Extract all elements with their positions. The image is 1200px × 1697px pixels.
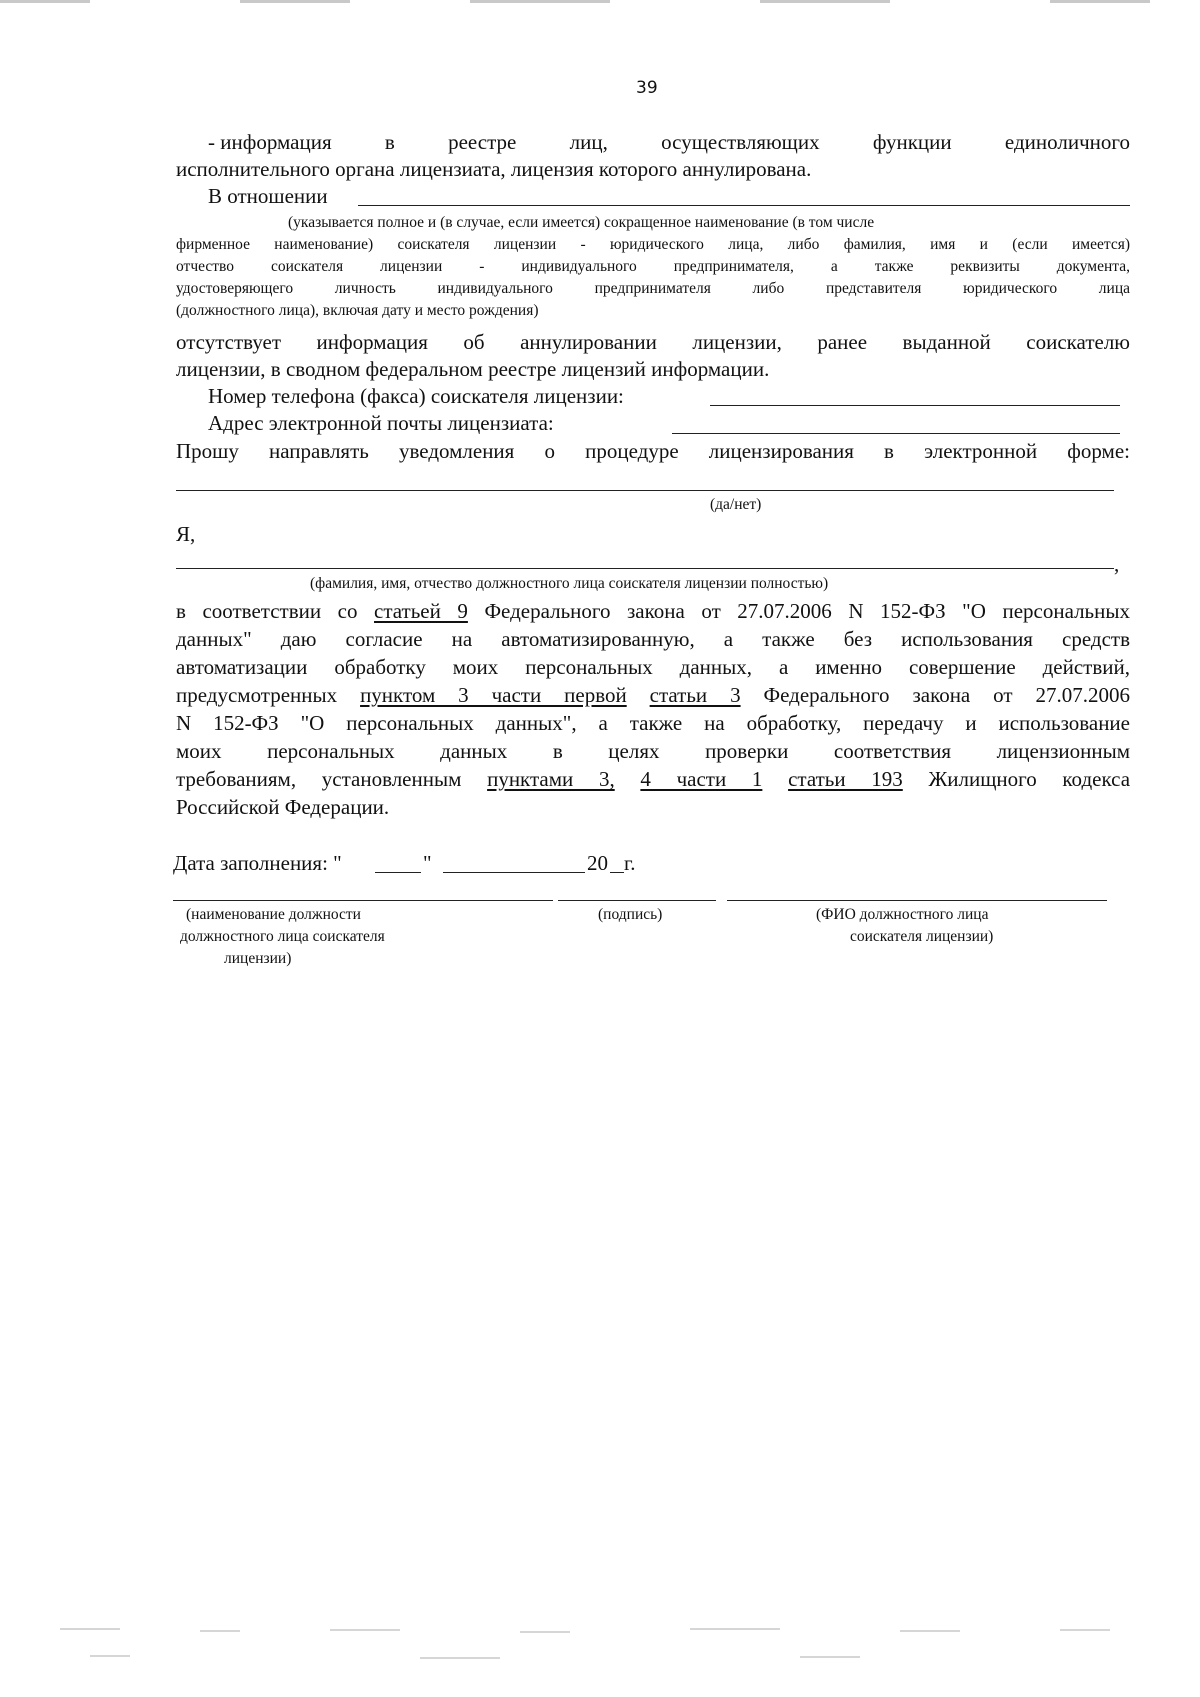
position-hint: (наименование должности [186, 906, 361, 923]
phone-label: Номер телефона (факса) соискателя лицензии: [208, 384, 624, 408]
paragraph-1-line-2: исполнительного органа лицензиата, лицензия которого аннулирована. [176, 157, 812, 181]
notify-hint: (да/нет) [710, 496, 762, 513]
consent-line-2: данных" даю согласие на автоматизированную, а также без использования средств [176, 627, 1130, 651]
regarding-hint-line: (указывается полное и (в случае, если имеется) сокращенное наименование (в том числе [288, 214, 875, 231]
word: лиц, [569, 130, 608, 154]
date-day-fill[interactable] [375, 872, 421, 873]
date-year: 20 [587, 851, 608, 875]
consent-line-4: предусмотренных пунктом 3 части первой статьи 3 Федерального закона от 27.07.2006 [176, 683, 1130, 707]
date-year-fill[interactable] [610, 872, 624, 873]
law-article-link[interactable]: статьей 9 [374, 599, 468, 623]
signature-hint: (подпись) [598, 906, 663, 923]
paragraph-2-line-2: лицензии, в сводном федеральном реестре лицензий информации. [176, 357, 770, 381]
date-suffix: г. [624, 851, 636, 875]
paragraph-1-line-1 [208, 128, 1130, 156]
consent-line-6: моих персональных данных в целях проверки соответствия лицензионным [176, 739, 1130, 763]
word: - информация [208, 130, 332, 154]
fio-hint: (ФИО должностного лица [816, 906, 989, 923]
regarding-fill-line[interactable] [358, 205, 1130, 206]
phone-fill-line[interactable] [710, 405, 1120, 406]
position-hint: должностного лица соискателя [180, 928, 385, 945]
notify-fill-line[interactable] [176, 490, 1114, 491]
email-label: Адрес электронной почты лицензиата: [208, 411, 554, 435]
name-comma: , [1114, 552, 1120, 576]
regarding-hint-line: фирменное наименование) соискателя лицензии - юридического лица, либо фамилия, имя и (если имеется) [176, 236, 1130, 253]
regarding-hint-line: отчество соискателя лицензии - индивидуального предпринимателя, а также реквизиты документа, [176, 258, 1130, 275]
law-paragraph-link[interactable]: пунктами 3, [487, 767, 615, 791]
consent-line-7: требованиям, установленным пунктами 3, 4 части 1 статьи 193 Жилищного кодекса [176, 767, 1131, 791]
name-fill-line[interactable] [176, 568, 1114, 569]
signature-fill-line[interactable] [558, 900, 716, 901]
fio-fill-line[interactable] [727, 900, 1107, 901]
consent-line-3: автоматизации обработку моих персональных данных, а именно совершение действий, [176, 655, 1130, 679]
regarding-hint-line: удостоверяющего личность индивидуального предпринимателя либо представителя юридического лица [176, 280, 1130, 297]
law-article-link[interactable]: статьи 3 [649, 683, 741, 707]
word: единоличного [1004, 130, 1130, 154]
law-paragraph-link[interactable]: пунктом 3 части первой [360, 683, 627, 707]
consent-line-5: N 152-ФЗ "О персональных данных", а также на обработку, передачу и использование [176, 711, 1130, 735]
law-part-link[interactable]: 4 части 1 [640, 767, 763, 791]
consent-ya: Я, [176, 522, 196, 546]
word: функции [872, 130, 952, 154]
consent-line-8: Российской Федерации. [176, 795, 390, 819]
regarding-hint-line: (должностного лица), включая дату и место рождения) [176, 302, 539, 319]
email-fill-line[interactable] [672, 433, 1120, 434]
scan-artifact-top [0, 0, 1200, 8]
date-label: Дата заполнения: " [173, 851, 342, 875]
name-hint: (фамилия, имя, отчество должностного лица соискателя лицензии полностью) [310, 575, 829, 592]
law-article-link[interactable]: статьи 193 [788, 767, 903, 791]
page-number: 39 [636, 78, 658, 98]
regarding-label: В отношении [208, 184, 328, 208]
word: реестре [448, 130, 517, 154]
consent-line-1: в соответствии со статьей 9 Федерального закона от 27.07.2006 N 152-ФЗ "О персональных [176, 599, 1130, 623]
position-fill-line[interactable] [173, 900, 553, 901]
word: осуществляющих [661, 130, 820, 154]
position-hint: лицензии) [224, 950, 292, 967]
date-month-fill[interactable] [443, 872, 585, 873]
fio-hint: соискателя лицензии) [850, 928, 994, 945]
paragraph-2-line-1: отсутствует информация об аннулировании лицензии, ранее выданной соискателю [176, 330, 1130, 354]
notify-text: Прошу направлять уведомления о процедуре лицензирования в электронной форме: [176, 439, 1130, 463]
word: в [384, 130, 395, 154]
date-quote: " [423, 851, 432, 875]
